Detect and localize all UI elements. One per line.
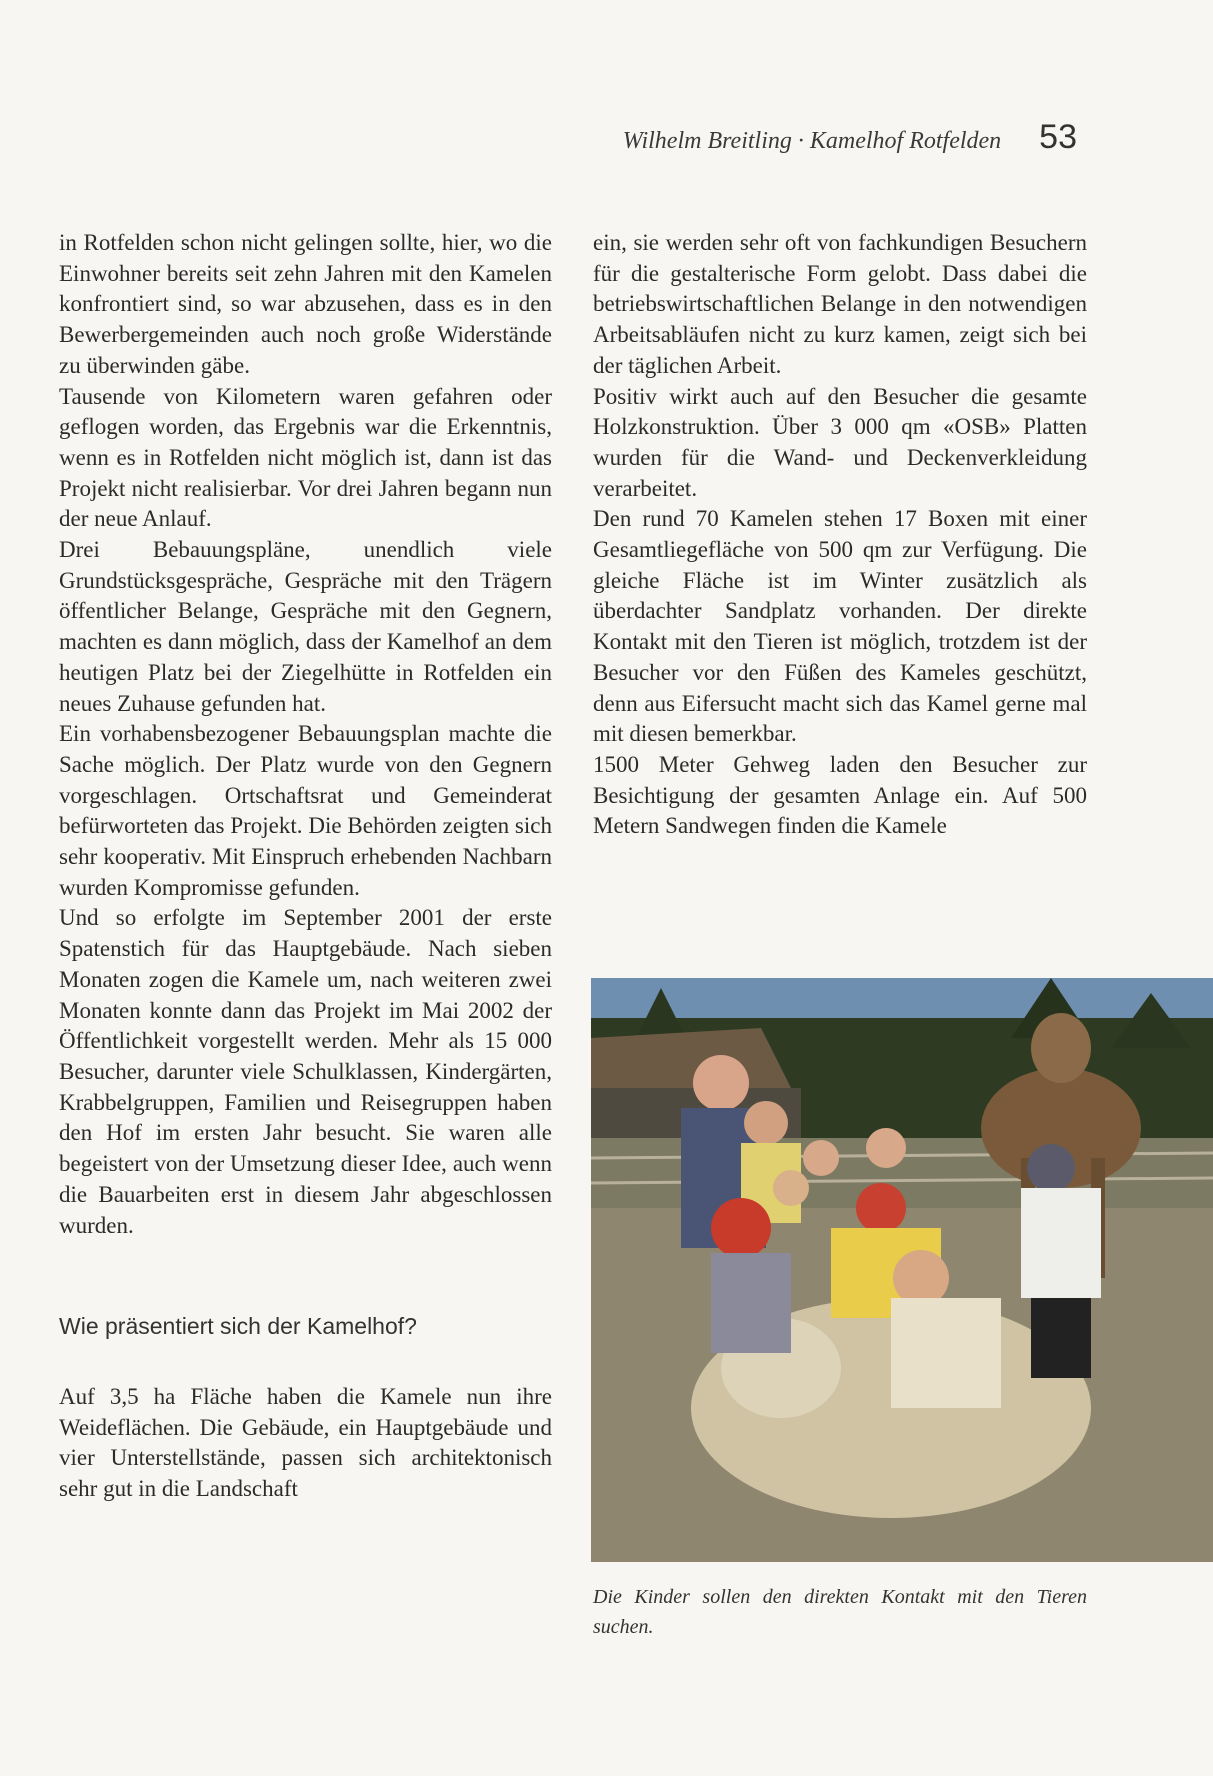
paragraph: Drei Bebauungspläne, unendlich viele Grundstücksgespräche, Gespräche mit den Trägern öffentlicher Belange, Gespräche mit den Gegnern, machten es dann möglich, dass der Kamelhof an dem heutigen Platz bei der Ziegelhütte in Rotfelden ein neues Zuhause gefunden hat. (59, 537, 552, 716)
section-heading: Wie präsentiert sich der Kamelhof? (59, 1313, 417, 1340)
photo-caption: Die Kinder sollen den direkten Kontakt mit den Tieren suchen. (593, 1586, 1087, 1638)
paragraph: Den rund 70 Kamelen stehen 17 Boxen mit einer Gesamtliegefläche von 500 qm zur Verfügung. Die gleiche Fläche ist im Winter zusätzlich als überdachter Sandplatz vorhanden. Der direkte Kontakt mit den Tieren ist möglich, trotzdem ist der Besucher vor den Füßen des Kameles geschützt, denn aus Eifersucht macht sich das Kamel gerne mal mit diesen bemerkbar. (593, 506, 1087, 747)
right-column (593, 228, 1087, 842)
running-head (623, 118, 1077, 157)
paragraph: Tausende von Kilometern waren gefahren oder geflogen worden, das Ergebnis war die Erkenntnis, wenn es in Rotfelden nicht möglich ist, dann ist das Projekt nicht realisierbar. Vor drei Jahren begann nun der neue Anlauf. (59, 383, 552, 532)
paragraph: Positiv wirkt auch auf den Besucher die gesamte Holzkonstruktion. Über 3 000 qm «OSB» Platten wurden für die Wand- und Deckenverkleidung verarbeitet. (593, 383, 1087, 501)
running-title: Wilhelm Breitling · Kamelhof Rotfelden (622, 128, 1002, 154)
paragraph: Auf 3,5 ha Fläche haben die Kamele nun ihre Weideflächen. Die Gebäude, ein Hauptgebäude und vier Unterstellstände, passen sich architektonisch sehr gut in die Landschaft (59, 1383, 552, 1502)
paragraph: in Rotfelden schon nicht gelingen sollte, hier, wo die Einwohner bereits seit zehn Jahren mit den Kamelen konfrontiert sind, so war abzusehen, dass es in den Bewerbergemeinden auch noch große Widerstände zu überwinden gäbe. (59, 230, 552, 378)
left-column (59, 228, 552, 1505)
paragraph: 1500 Meter Gehweg laden den Besucher zur Besichtigung der gesamten Anlage ein. Auf 500 Metern Sandwegen finden die Kamele (593, 751, 1087, 839)
paragraph: Und so erfolgte im September 2001 der erste Spatenstich für das Hauptgebäude. Nach sieben Monaten zogen die Kamele um, nach weiteren zwei Monaten konnte dann das Projekt im Mai 2002 der Öffentlichkeit vorgestellt werden. Mehr als 15 000 Besucher, darunter viele Schulklassen, Kindergärten, Krabbelgruppen, Familien und Reisegruppen haben den Hof im ersten Jahr besucht. Sie waren alle begeistert von der Umsetzung dieser Idee, auch wenn die Bauarbeiten erst in diesem Jahr abgeschlossen wurden. (59, 905, 552, 1238)
paragraph: Ein vorhabensbezogener Bebauungsplan machte die Sache möglich. Der Platz wurde von den Gegnern vorgeschlagen. Ortschaftsrat und Gemeinderat befürworteten das Projekt. Die Behörden zeigten sich sehr kooperativ. Mit Einspruch erhebenden Nachbarn wurden Kompromisse gefunden. (59, 721, 552, 900)
paragraph: ein, sie werden sehr oft von fachkundigen Besuchern für die gestalterische Form gelobt. Dass dabei die betriebswirtschaftlichen Belange in den notwendigen Arbeitsabläufen nicht zu kurz kamen, zeigt sich bei der täglichen Arbeit. (593, 230, 1087, 378)
camel-children-photo (591, 978, 1213, 1562)
page-number: 53 (1039, 118, 1077, 156)
